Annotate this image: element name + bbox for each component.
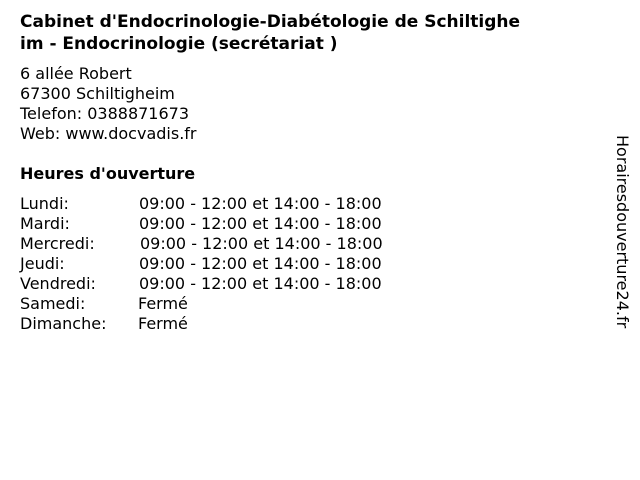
phone-number: Telefon: 0388871673	[20, 104, 190, 123]
day-label: Lundi:	[20, 194, 69, 213]
day-hours: 09:00 - 12:00 et 14:00 - 18:00	[139, 274, 382, 293]
day-label: Dimanche:	[20, 314, 107, 333]
day-hours: Fermé	[138, 294, 188, 313]
page-title	[20, 11, 620, 55]
day-label: Vendredi:	[20, 274, 96, 293]
page-title-line-1: Cabinet d'Endocrinologie-Diabétologie de Schiltighe	[20, 12, 521, 32]
day-hours: 09:00 - 12:00 et 14:00 - 18:00	[140, 234, 383, 253]
day-hours: 09:00 - 12:00 et 14:00 - 18:00	[139, 214, 382, 233]
address-block	[20, 64, 196, 144]
page-title-line-2: im - Endocrinologie (secrétariat )	[20, 34, 338, 54]
day-label: Jeudi:	[20, 254, 65, 273]
day-label: Mardi:	[20, 214, 70, 233]
day-hours: 09:00 - 12:00 et 14:00 - 18:00	[139, 194, 382, 213]
city-postal-code: 67300 Schiltigheim	[20, 84, 175, 103]
day-hours: Fermé	[138, 314, 188, 333]
day-hours: 09:00 - 12:00 et 14:00 - 18:00	[139, 254, 382, 273]
day-label: Mercredi:	[20, 234, 95, 253]
website: Web: www.docvadis.fr	[20, 124, 197, 143]
day-label: Samedi:	[20, 294, 86, 313]
opening-hours-heading: Heures d'ouverture	[20, 164, 196, 183]
site-watermark: Horairesdouverture24.fr	[613, 135, 632, 329]
street-address: 6 allée Robert	[20, 64, 132, 83]
